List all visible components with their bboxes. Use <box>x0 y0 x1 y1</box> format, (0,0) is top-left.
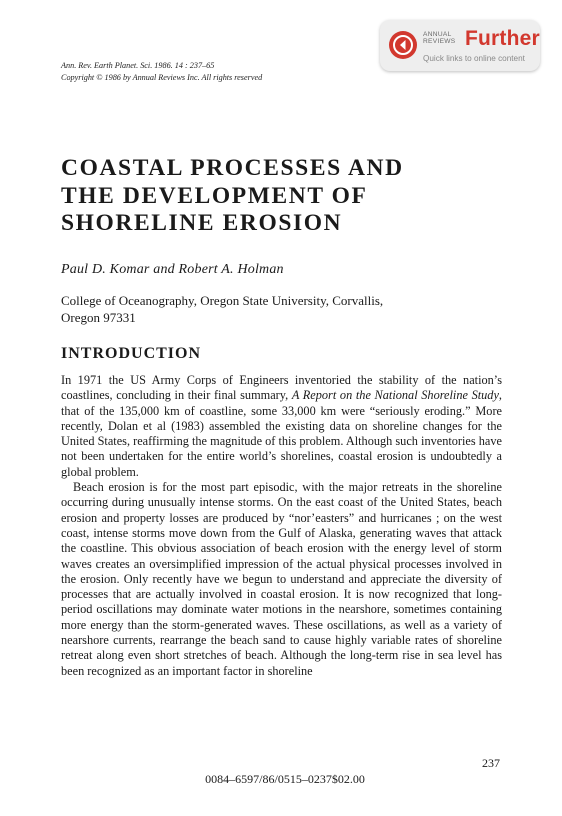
paragraph-2: Beach erosion is for the most part episodic, with the major retreats in the shoreline occurring during unusually intense storms. On the east coast of the United States, beach erosion and property losses are produced by “nor’easters” and hurricanes ; on the west coast, intense storms move down from the Gulf of Alaska, generating waves that attack the coastline. This obvious association of beach erosion with the energy level of storm waves creates an oversimplified impression of the actual physical processes involved in the erosion. Only recently have we begun to understand and appreciate the diversity of processes that are actually involved in coastal erosion. It is now recognized that long-period oscillations may dominate water motions in the nearshore, sometimes containing more energy than the storm-generated waves. These oscillations, as well as a variety of nearshore currents, rearrange the beach sand to cause highly variable rates of shoreline retreat along even short stretches of beach. Although the long-term rise in sea level has been recognized as an important factor in shoreline <box>61 480 502 678</box>
banner-title: Further <box>465 27 540 50</box>
affiliation-line-2: Oregon 97331 <box>61 310 136 325</box>
annual-reviews-logo <box>423 31 456 46</box>
banner-subtitle: Quick links to online content <box>423 54 525 63</box>
citation-line-1: Ann. Rev. Earth Planet. Sci. 1986. 14 : 237–65 <box>61 61 215 70</box>
report-title: A Report on the National Shoreline Study <box>291 388 499 403</box>
brand-line-1: ANNUAL <box>423 31 452 38</box>
title-line-2: THE DEVELOPMENT OF <box>61 182 368 209</box>
affiliation-line-1: College of Oceanography, Oregon State University, Corvallis, <box>61 293 384 308</box>
play-arrow-icon <box>389 31 417 59</box>
citation-line-2: Copyright © 1986 by Annual Reviews Inc. All rights reserved <box>61 72 263 82</box>
journal-citation <box>61 60 262 83</box>
paragraph-1-part-a: In 1971 the US Army Corps of Engineers inventoried the stability of the nation’s coastlines, concluding in their final summary, <box>61 373 502 403</box>
author-affiliation <box>61 292 501 326</box>
title-line-1: COASTAL PROCESSES AND <box>61 155 404 181</box>
article-body <box>61 373 502 679</box>
price-code: 0084–6597/86/0515–0237$02.00 <box>205 772 365 786</box>
paragraph-1-part-b: , that of the 135,000 km of coastline, some 33,000 km were “seriously eroding.” More recently, Dolan et al (1983) assembled the existing data on shoreline changes for the United States, reaffirming the magnitude of this problem. Although such inventories have not been undertaken for the entire world’s shorelines, coastal erosion is undoubtedly a global problem. <box>61 388 502 479</box>
title-line-3: SHORELINE EROSION <box>61 210 343 236</box>
article-authors: Paul D. Komar and Robert A. Holman <box>61 262 284 277</box>
page-number: 237 <box>482 756 500 770</box>
further-banner[interactable] <box>380 20 540 71</box>
paragraph-1 <box>61 373 502 480</box>
brand-line-2: REVIEWS <box>423 38 456 46</box>
article-title <box>61 155 501 238</box>
section-heading: INTRODUCTION <box>61 345 202 362</box>
